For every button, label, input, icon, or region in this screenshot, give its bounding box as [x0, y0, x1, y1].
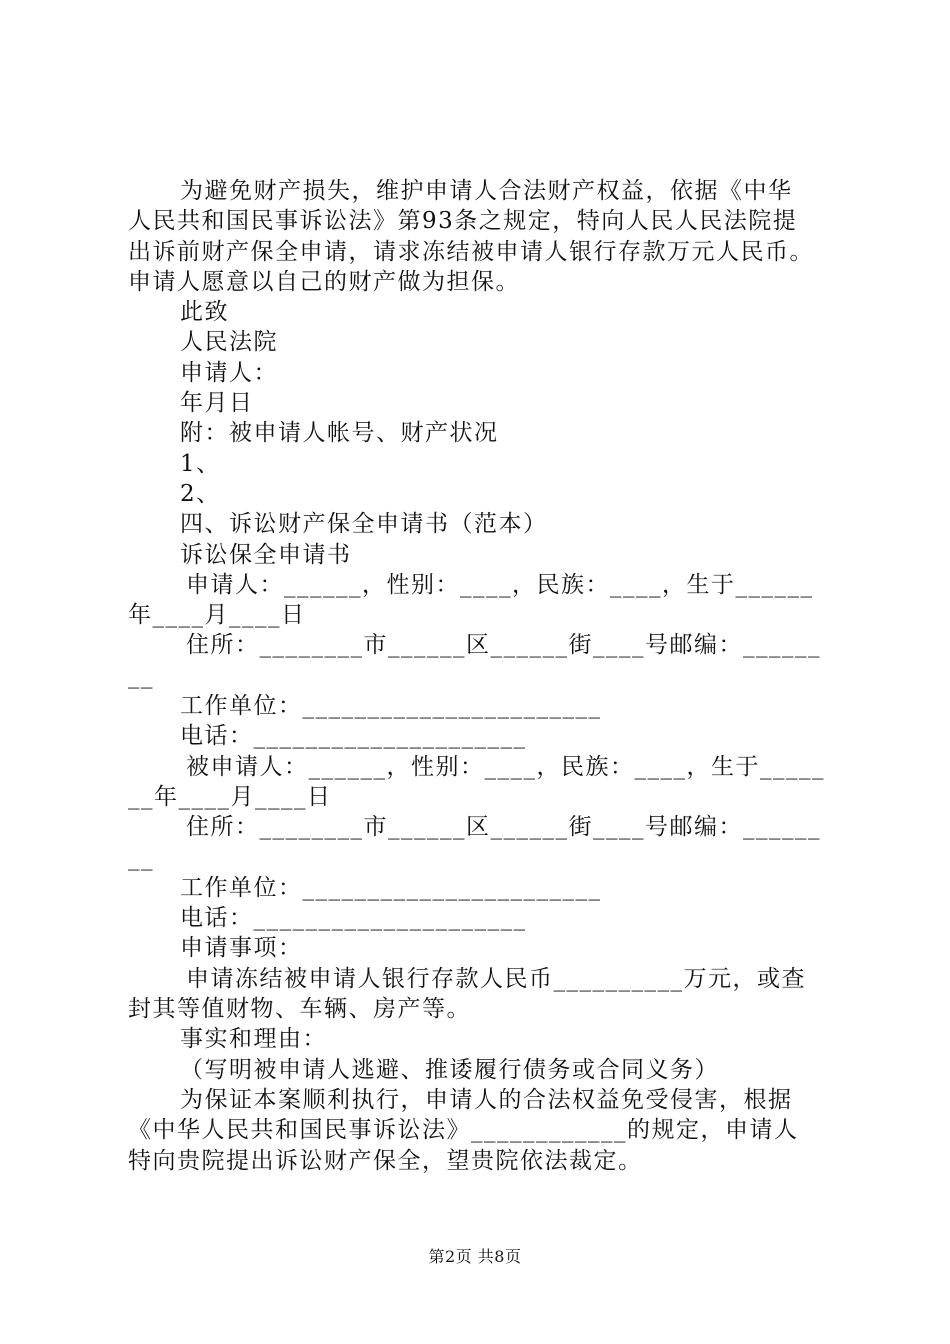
paragraph-line: 特向贵院提出诉讼财产保全，望贵院依法裁定。 — [128, 1147, 643, 1174]
form-title: 诉讼保全申请书 — [180, 541, 352, 568]
request-line: 申请冻结被申请人银行存款人民币__________万元，或查 — [186, 965, 806, 992]
attachment-note: 附：被申请人帐号、财产状况 — [180, 420, 499, 447]
paragraph-line: 申请人愿意以自己的财产做为担保。 — [128, 268, 520, 295]
paragraph-line: 人民共和国民事诉讼法》第93条之规定，特向人民人民法院提 — [128, 208, 798, 235]
applicant-address-line: __ — [128, 662, 154, 689]
respondent-phone-line: 电话：_____________________ — [180, 905, 527, 932]
reasons-note: （写明被申请人逃避、推诿履行债务或合同义务） — [180, 1056, 719, 1083]
respondent-address-line: __ — [128, 844, 154, 871]
request-line: 封其等值财物、车辆、房产等。 — [128, 996, 471, 1023]
respondent-info-line: __年____月____日 — [128, 783, 332, 810]
page-number-footer: 第2页 共8页 — [428, 1247, 522, 1266]
recipient-court: 人民法院 — [180, 329, 278, 356]
paragraph-line: 出诉前财产保全申请，请求冻结被申请人银行存款万元人民币。 — [128, 238, 814, 265]
document-body — [128, 176, 840, 1176]
paragraph-line: 为保证本案顺利执行，申请人的合法权益免受侵害，根据 — [180, 1086, 793, 1113]
date-line: 年月日 — [180, 390, 254, 417]
request-heading: 申请事项： — [180, 935, 303, 962]
section-heading: 四、诉讼财产保全申请书（范本） — [180, 511, 548, 538]
applicant-info-line: 年____月____日 — [128, 602, 306, 629]
reasons-heading: 事实和理由： — [180, 1026, 327, 1053]
salutation: 此致 — [180, 299, 229, 326]
paragraph-line: 《中华人民共和国民事诉讼法》____________的规定，申请人 — [128, 1117, 799, 1144]
applicant-signature: 申请人： — [180, 359, 278, 386]
respondent-info-line: 被申请人：______，性别：____，民族：____，生于_____ — [186, 753, 825, 780]
applicant-phone-line: 电话：_____________________ — [180, 723, 527, 750]
respondent-address-line: 住所：________市______区______街____号邮编：______ — [186, 814, 821, 841]
list-item: 2、 — [180, 480, 221, 507]
applicant-workplace-line: 工作单位：_______________________ — [180, 693, 602, 720]
respondent-workplace-line: 工作单位：_______________________ — [180, 874, 602, 901]
paragraph-line: 为避免财产损失，维护申请人合法财产权益，依据《中华 — [180, 178, 793, 204]
applicant-info-line: 申请人：______，性别：____，民族：____，生于______ — [186, 571, 814, 598]
applicant-address-line: 住所：________市______区______街____号邮编：______ — [186, 632, 821, 659]
list-item: 1、 — [180, 450, 221, 477]
